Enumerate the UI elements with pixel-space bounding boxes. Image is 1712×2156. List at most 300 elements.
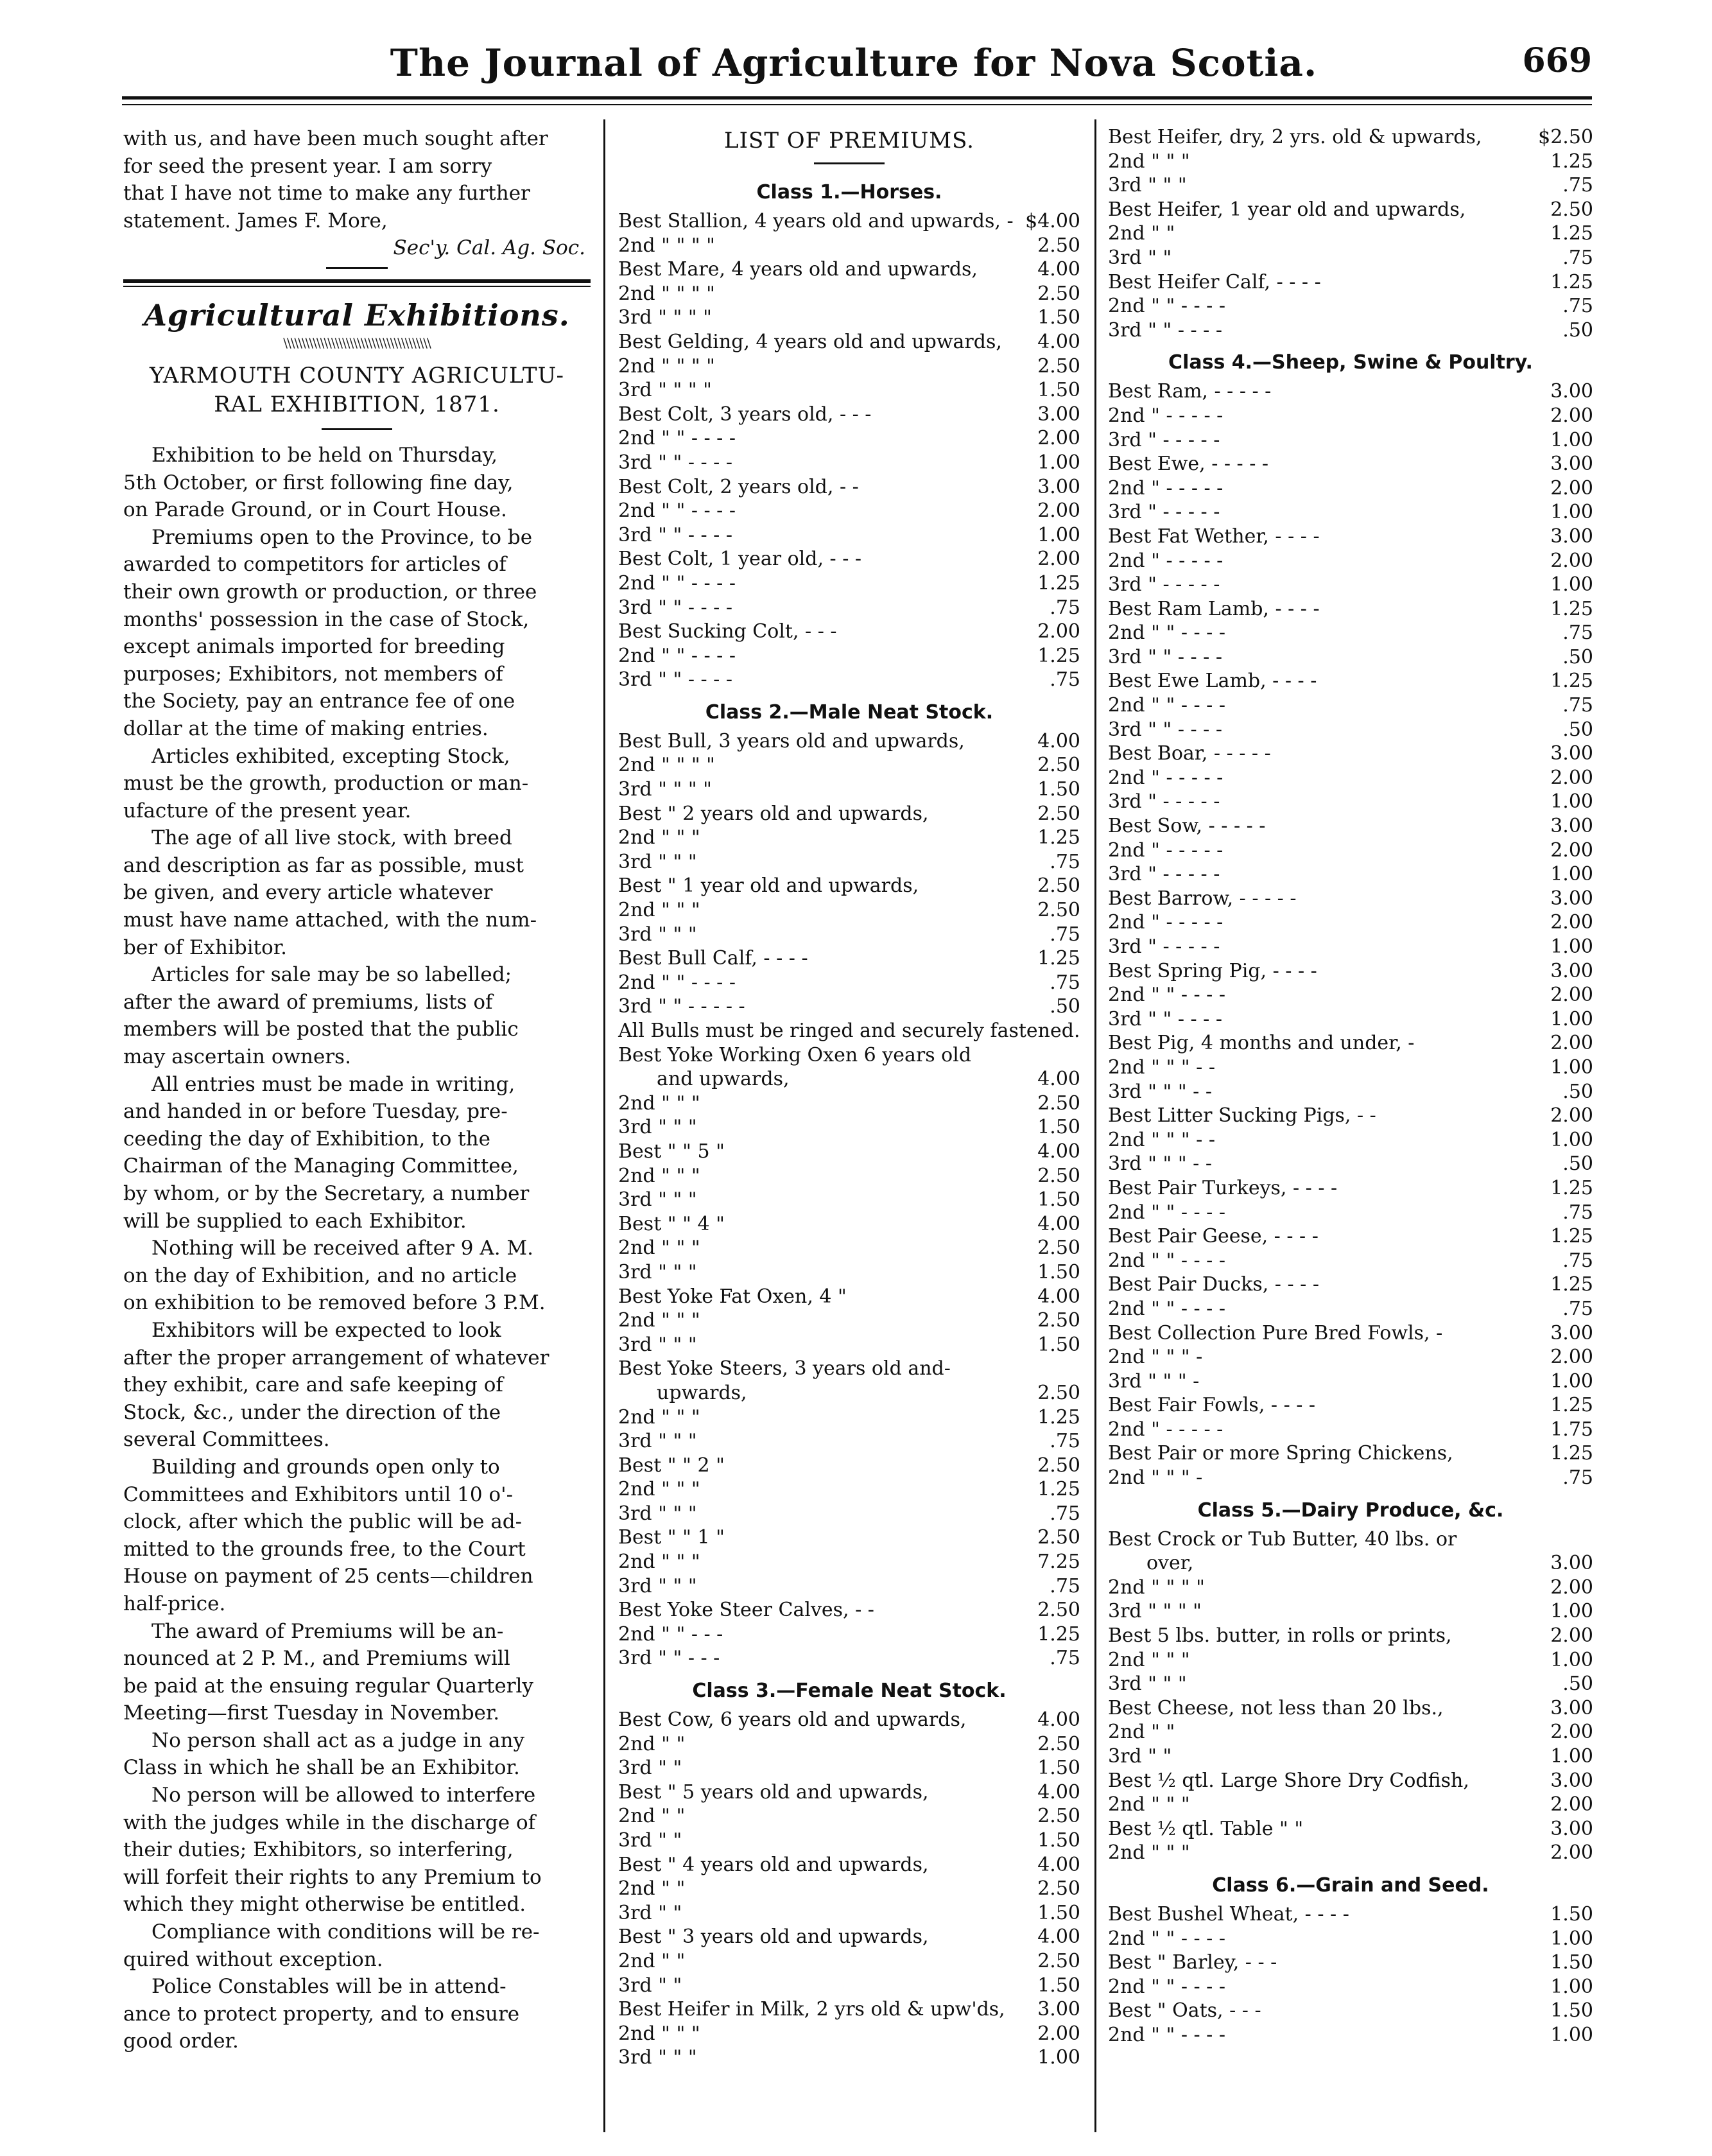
premium-row bbox=[1108, 1369, 1593, 1394]
premium-value: 2.50 bbox=[1037, 1091, 1080, 1115]
premium-value: 2.50 bbox=[1037, 1732, 1080, 1755]
premium-value: 1.00 bbox=[1550, 1927, 1593, 1950]
paragraph-line: Articles exhibited, excepting Stock, bbox=[151, 744, 510, 768]
premium-label: 3rd " " " " bbox=[1108, 1600, 1202, 1623]
premium-row bbox=[1108, 935, 1593, 959]
intro-text bbox=[123, 125, 591, 207]
premium-label: 2nd " " " bbox=[1108, 1793, 1190, 1816]
premium-row bbox=[618, 1550, 1080, 1574]
premium-row bbox=[1108, 1999, 1593, 2023]
premium-value: 1.50 bbox=[1037, 1901, 1080, 1924]
premium-value: 1.25 bbox=[1550, 270, 1593, 293]
paragraph-line: Exhibition to be held on Thursday, bbox=[151, 443, 497, 467]
article-headline bbox=[123, 361, 591, 419]
premium-label: 3rd " " " bbox=[618, 2046, 697, 2069]
premium-label: 3rd " " " bbox=[618, 1260, 697, 1283]
premium-row bbox=[1108, 1793, 1593, 1817]
premium-row bbox=[1108, 318, 1593, 343]
premium-label: Best Collection Pure Bred Fowls, - bbox=[1108, 1321, 1443, 1344]
premium-value: 3.00 bbox=[1550, 380, 1593, 403]
premium-label: 2nd " " - - - - bbox=[1108, 984, 1225, 1007]
premium-label: Best " 1 year old and upwards, bbox=[618, 874, 919, 898]
premium-row bbox=[1108, 1224, 1593, 1249]
premium-label: 3rd " " bbox=[618, 1757, 682, 1780]
paragraph-line: be given, and every article whatever bbox=[123, 881, 493, 905]
page-number: 669 bbox=[1522, 41, 1592, 80]
premium-row bbox=[618, 898, 1080, 923]
premium-row bbox=[1108, 500, 1593, 525]
premium-value: 4.00 bbox=[1037, 258, 1080, 281]
premium-label: Best Heifer in Milk, 2 yrs old & upw'ds, bbox=[618, 1998, 1005, 2021]
paragraph-line: ceeding the day of Exhibition, to the bbox=[123, 1127, 490, 1151]
class-heading: Class 1.—Horses. bbox=[756, 181, 942, 204]
premium-label: 2nd " - - - - - bbox=[1108, 549, 1223, 572]
premium-value: 1.00 bbox=[1550, 863, 1593, 886]
premium-value: 4.00 bbox=[1037, 1285, 1080, 1308]
premium-row bbox=[618, 1877, 1080, 1901]
premium-value: .75 bbox=[1562, 1249, 1593, 1272]
premium-row bbox=[618, 1526, 1080, 1550]
premium-label: 2nd " " " bbox=[618, 1091, 700, 1115]
premium-row bbox=[618, 1188, 1080, 1212]
premium-row bbox=[1108, 2023, 1593, 2047]
signature: Sec'y. Cal. Ag. Soc. bbox=[393, 236, 585, 260]
premium-label: Best Pig, 4 months and under, - bbox=[1108, 1032, 1415, 1055]
premium-value: .75 bbox=[1562, 246, 1593, 269]
premium-value: .50 bbox=[1562, 1673, 1593, 1696]
premium-row bbox=[618, 451, 1080, 475]
premium-row bbox=[1108, 1249, 1593, 1273]
paragraph bbox=[123, 1918, 591, 1973]
section-rule-thin bbox=[123, 286, 591, 287]
premium-value: 1.25 bbox=[1550, 670, 1593, 693]
premium-label: Best " 5 years old and upwards, bbox=[618, 1780, 929, 1804]
premium-label: Best 5 lbs. butter, in rolls or prints, bbox=[1108, 1624, 1452, 1647]
premium-value: 2.50 bbox=[1037, 354, 1080, 378]
premium-value: 2.00 bbox=[1550, 549, 1593, 572]
premium-label: 2nd " " - - - - bbox=[618, 971, 736, 994]
premium-row bbox=[618, 1804, 1080, 1829]
premium-label: 2nd " " - - - - bbox=[1108, 1975, 1225, 1998]
premium-value: .75 bbox=[1562, 1466, 1593, 1490]
class-heading: Class 5.—Dairy Produce, &c. bbox=[1197, 1499, 1504, 1522]
paragraph-line: Compliance with conditions will be re- bbox=[151, 1920, 540, 1944]
premium-classes bbox=[618, 176, 1080, 2070]
premium-row bbox=[1108, 150, 1593, 174]
premium-label: 2nd " " " bbox=[618, 1551, 700, 1574]
column-right bbox=[1108, 125, 1593, 2047]
premium-label: 3rd " " bbox=[618, 1974, 682, 1997]
premium-class bbox=[618, 176, 1080, 692]
premium-label: 3rd " " " bbox=[618, 1502, 697, 1525]
premium-value: 4.00 bbox=[1037, 729, 1080, 752]
premium-row bbox=[1108, 1031, 1593, 1056]
premium-label: Best Ewe Lamb, - - - - bbox=[1108, 670, 1317, 693]
premium-label: 2nd " " " bbox=[618, 826, 700, 849]
premium-value: 3.00 bbox=[1550, 1696, 1593, 1719]
premium-label: 2nd " " " bbox=[618, 1309, 700, 1332]
premium-classes bbox=[1108, 346, 1593, 2047]
premium-label: 2nd " " bbox=[618, 1877, 686, 1900]
premium-row bbox=[1108, 1975, 1593, 1999]
premium-class bbox=[1108, 346, 1593, 1490]
premium-row bbox=[1108, 1841, 1593, 1865]
premium-label: 2nd " " " bbox=[618, 899, 700, 922]
premium-row bbox=[618, 2046, 1080, 2070]
premium-value: 2.50 bbox=[1037, 1309, 1080, 1332]
premium-value: 4.00 bbox=[1037, 1926, 1080, 1949]
premium-value: 1.00 bbox=[1550, 790, 1593, 813]
paragraph bbox=[123, 1727, 591, 1782]
premium-value: 2.00 bbox=[1550, 404, 1593, 427]
premium-row bbox=[618, 1598, 1080, 1622]
paragraph-line: good order. bbox=[123, 2030, 239, 2053]
premium-row bbox=[1108, 766, 1593, 790]
premium-label: 2nd " " " " bbox=[1108, 1576, 1205, 1599]
premium-label: 2nd " " - - - - bbox=[1108, 295, 1225, 318]
premium-label: 3rd " " - - - - bbox=[618, 523, 732, 546]
paragraph bbox=[123, 743, 591, 825]
premium-value: 1.25 bbox=[1550, 1273, 1593, 1296]
paragraph-line: must be the growth, production or man- bbox=[123, 772, 529, 795]
premium-value: .75 bbox=[1562, 174, 1593, 197]
premium-row bbox=[618, 571, 1080, 596]
premium-label: All Bulls must be ringed and securely fastened. bbox=[618, 1020, 1080, 1042]
premium-value: 3.00 bbox=[1550, 887, 1593, 910]
premium-value: .75 bbox=[1050, 850, 1080, 873]
header-rule-thin bbox=[122, 104, 1592, 105]
premium-label: Best Litter Sucking Pigs, - - bbox=[1108, 1104, 1376, 1127]
premium-row bbox=[618, 1502, 1080, 1526]
premium-label: Best ½ qtl. Table " " bbox=[1108, 1817, 1304, 1840]
premium-value: 3.00 bbox=[1037, 1998, 1080, 2021]
premium-value: 2.50 bbox=[1037, 1381, 1080, 1404]
premium-row bbox=[618, 971, 1080, 995]
premium-value: 2.00 bbox=[1550, 911, 1593, 934]
premium-row bbox=[1108, 1297, 1593, 1321]
premium-label: Best " 3 years old and upwards, bbox=[618, 1926, 929, 1949]
paragraph-line: with the judges while in the discharge of bbox=[123, 1811, 536, 1834]
premium-row bbox=[618, 1949, 1080, 1974]
premium-row bbox=[1108, 1672, 1593, 1696]
premium-row bbox=[1108, 198, 1593, 222]
premium-label: 3rd " - - - - - bbox=[1108, 863, 1220, 886]
premium-value: 1.50 bbox=[1037, 1116, 1080, 1139]
premium-label: 3rd " " - - - - bbox=[618, 596, 732, 619]
short-rule bbox=[814, 162, 885, 164]
premium-list-continued bbox=[1108, 125, 1593, 342]
premium-value: .50 bbox=[1562, 645, 1593, 668]
premium-label: 3rd " " " " bbox=[618, 306, 712, 329]
premium-row bbox=[1108, 1902, 1593, 1927]
paragraph-line: Class in which he shall be an Exhibitor. bbox=[123, 1756, 520, 1780]
paragraph bbox=[123, 1454, 591, 1618]
premium-row bbox=[1108, 1273, 1593, 1297]
premium-label: 3rd " - - - - - bbox=[1108, 790, 1220, 813]
premium-value: 1.00 bbox=[1550, 935, 1593, 958]
premium-value: 4.00 bbox=[1037, 1140, 1080, 1163]
premium-value: 1.25 bbox=[1037, 1478, 1080, 1501]
premium-class bbox=[618, 1674, 1080, 2070]
premium-value: 2.00 bbox=[1550, 1576, 1593, 1599]
premium-class bbox=[1108, 1494, 1593, 1865]
premium-value: $4.00 bbox=[1025, 210, 1080, 232]
premium-label: Best Bushel Wheat, - - - - bbox=[1108, 1902, 1349, 1926]
premium-value: 1.25 bbox=[1037, 947, 1080, 970]
premium-row bbox=[618, 1381, 1080, 1405]
premium-value: 2.00 bbox=[1550, 1032, 1593, 1055]
premium-label: 2nd " " " - - bbox=[1108, 1128, 1215, 1151]
premium-row bbox=[618, 234, 1080, 258]
premium-label: Best Colt, 1 year old, - - - bbox=[618, 548, 862, 571]
premium-row bbox=[618, 1115, 1080, 1140]
premium-label: Best Ram, - - - - - bbox=[1108, 380, 1272, 403]
paragraph-line: will forfeit their rights to any Premium to bbox=[123, 1865, 542, 1889]
premium-row bbox=[1108, 294, 1593, 318]
premium-label: Best Spring Pig, - - - - bbox=[1108, 959, 1317, 982]
paragraph-line: quired without exception. bbox=[123, 1947, 383, 1971]
premium-value: 4.00 bbox=[1037, 1212, 1080, 1235]
section-rule-thick bbox=[123, 279, 591, 283]
premium-label: 3rd " " " bbox=[618, 1333, 697, 1356]
premium-row bbox=[1108, 428, 1593, 453]
premium-value: 2.00 bbox=[1550, 1793, 1593, 1816]
premium-value: .50 bbox=[1562, 718, 1593, 741]
premium-label: 3rd " " " bbox=[618, 1116, 697, 1139]
premium-value: 3.00 bbox=[1037, 403, 1080, 426]
premium-row bbox=[1108, 839, 1593, 863]
premium-label: 3rd " " - - - - - bbox=[618, 995, 745, 1018]
premium-label: Best Crock or Tub Butter, 40 lbs. or bbox=[1108, 1527, 1457, 1551]
paragraph bbox=[123, 1317, 591, 1454]
premium-label: 2nd " " - - - - bbox=[1108, 2023, 1225, 2046]
premium-label: 2nd " " bbox=[618, 1732, 686, 1755]
premium-row bbox=[618, 1901, 1080, 1926]
premium-value: 2.00 bbox=[1037, 620, 1080, 643]
premium-label: Best " " 2 " bbox=[618, 1454, 725, 1477]
premium-row bbox=[1108, 790, 1593, 814]
intro-line: for seed the present year. I am sorry bbox=[123, 154, 492, 178]
premium-row bbox=[1108, 452, 1593, 476]
premium-row bbox=[618, 1067, 1080, 1091]
premium-value: 7.25 bbox=[1037, 1551, 1080, 1574]
premium-value: 2.00 bbox=[1550, 984, 1593, 1007]
paragraph-line: dollar at the time of making entries. bbox=[123, 717, 489, 740]
premium-value: .75 bbox=[1050, 668, 1080, 691]
premium-label: 2nd " " - - - - bbox=[1108, 694, 1225, 717]
column-divider bbox=[603, 119, 605, 2132]
premium-value: 2.50 bbox=[1037, 1164, 1080, 1187]
paragraph-line: ance to protect property, and to ensure bbox=[123, 2002, 520, 2026]
premium-row bbox=[1108, 1624, 1593, 1648]
premium-row bbox=[618, 1043, 1080, 1068]
premium-label: 2nd " " " bbox=[1108, 150, 1190, 173]
premium-label: Best Sucking Colt, - - - bbox=[618, 620, 837, 643]
premium-value: .50 bbox=[1562, 1152, 1593, 1176]
paragraph-line: The award of Premiums will be an- bbox=[151, 1619, 504, 1643]
premium-value: 2.50 bbox=[1037, 1526, 1080, 1549]
premium-value: 3.00 bbox=[1550, 453, 1593, 476]
premium-value: .50 bbox=[1562, 1080, 1593, 1103]
paragraph bbox=[123, 1235, 591, 1317]
paragraph-line: they exhibit, care and safe keeping of bbox=[123, 1373, 503, 1397]
premium-label: Best Fat Wether, - - - - bbox=[1108, 525, 1320, 548]
premium-label: 3rd " " " bbox=[618, 850, 697, 873]
premium-row bbox=[618, 1308, 1080, 1333]
premium-value: 1.00 bbox=[1550, 1369, 1593, 1393]
premium-row bbox=[618, 1574, 1080, 1599]
premium-label: 3rd " " " bbox=[618, 1574, 697, 1597]
premium-value: 1.50 bbox=[1550, 1999, 1593, 2022]
premium-label: Best Yoke Steer Calves, - - bbox=[618, 1599, 874, 1622]
premium-row bbox=[618, 306, 1080, 330]
premium-value: 1.25 bbox=[1550, 150, 1593, 173]
premium-class bbox=[618, 696, 1080, 1671]
premium-value: .50 bbox=[1050, 995, 1080, 1018]
premium-row bbox=[1108, 1176, 1593, 1201]
premium-row bbox=[618, 620, 1080, 644]
premium-value: 1.00 bbox=[1550, 1745, 1593, 1768]
premium-label: Best " 2 years old and upwards, bbox=[618, 802, 929, 825]
premium-row bbox=[618, 1646, 1080, 1671]
premium-value: 1.75 bbox=[1550, 1418, 1593, 1441]
premium-label: Best Colt, 3 years old, - - - bbox=[618, 403, 872, 426]
premium-value: 1.00 bbox=[1550, 573, 1593, 596]
premium-value: 3.00 bbox=[1550, 525, 1593, 548]
premium-row bbox=[618, 547, 1080, 571]
premium-row bbox=[1108, 1201, 1593, 1225]
premium-row bbox=[1108, 1080, 1593, 1104]
premium-value: 2.00 bbox=[1550, 1346, 1593, 1369]
premium-value: 3.00 bbox=[1550, 1817, 1593, 1840]
premium-value: 1.25 bbox=[1550, 222, 1593, 245]
premium-label: 2nd " " bbox=[1108, 1721, 1175, 1744]
premium-label: Best Heifer, 1 year old and upwards, bbox=[1108, 198, 1466, 221]
premium-value: 2.50 bbox=[1037, 1454, 1080, 1477]
premium-value: .75 bbox=[1050, 1502, 1080, 1525]
zigzag-ornament: \\\\\\\\\\\\\\\\\\\\\\\\\\\\\\\\\\\\\\\\ bbox=[283, 335, 431, 350]
premium-value: 2.50 bbox=[1037, 899, 1080, 922]
paragraph-line: may ascertain owners. bbox=[123, 1045, 351, 1069]
premium-label: 2nd " " - - - - bbox=[1108, 1249, 1225, 1272]
premium-row bbox=[618, 1925, 1080, 1949]
premium-label: 3rd " " bbox=[618, 1901, 682, 1924]
paragraph-line: half-price. bbox=[123, 1592, 226, 1615]
premium-label: Best Ewe, - - - - - bbox=[1108, 453, 1269, 476]
journal-title: The Journal of Agriculture for Nova Scotia. bbox=[390, 41, 1318, 85]
premium-label: 2nd " " " bbox=[1108, 1648, 1190, 1671]
paragraph-line: months' possession in the case of Stock, bbox=[123, 607, 530, 631]
premium-row bbox=[618, 330, 1080, 354]
premium-row bbox=[1108, 125, 1593, 150]
premium-row bbox=[1108, 1927, 1593, 1951]
paragraph-line: No person will be allowed to interfere bbox=[151, 1784, 536, 1807]
premium-row bbox=[618, 475, 1080, 500]
paragraph-line: will be supplied to each Exhibitor. bbox=[123, 1209, 467, 1233]
premium-row bbox=[618, 923, 1080, 947]
premium-value: .75 bbox=[1050, 1430, 1080, 1453]
paragraph-line: several Committees. bbox=[123, 1428, 330, 1452]
premium-row bbox=[1108, 1152, 1593, 1176]
premium-row bbox=[1108, 476, 1593, 501]
paragraph-line: Meeting—first Tuesday in November. bbox=[123, 1701, 500, 1725]
premium-row bbox=[618, 257, 1080, 282]
premium-row bbox=[618, 1405, 1080, 1430]
premium-value: 1.00 bbox=[1550, 1056, 1593, 1079]
headline-line: YARMOUTH COUNTY AGRICULTU- bbox=[149, 362, 565, 388]
page-header bbox=[116, 37, 1592, 95]
paragraph-line: the Society, pay an entrance fee of one bbox=[123, 690, 515, 713]
premium-label: Best Bull Calf, - - - - bbox=[618, 947, 808, 970]
premium-label: 3rd " " - - - - bbox=[1108, 718, 1222, 741]
premium-row bbox=[618, 1756, 1080, 1780]
premium-label: 2nd " " " " bbox=[618, 282, 715, 305]
paragraph-line: ufacture of the present year. bbox=[123, 799, 411, 822]
premium-value: 2.50 bbox=[1037, 1599, 1080, 1622]
premium-label: 2nd " - - - - - bbox=[1108, 911, 1223, 934]
premium-label: 2nd " " bbox=[618, 1949, 686, 1972]
premium-value: 1.25 bbox=[1037, 571, 1080, 595]
premium-value: 2.50 bbox=[1037, 282, 1080, 305]
premium-row bbox=[1108, 1128, 1593, 1152]
paragraph-line: The age of all live stock, with breed bbox=[151, 826, 512, 850]
premium-row bbox=[618, 802, 1080, 826]
paragraph-line: and description as far as possible, must bbox=[123, 853, 524, 877]
premium-label: over, bbox=[1146, 1552, 1194, 1575]
premium-value: 3.00 bbox=[1550, 742, 1593, 765]
paragraph-line: their own growth or production, or three bbox=[123, 580, 537, 604]
premium-row bbox=[618, 1454, 1080, 1478]
premium-row bbox=[1108, 379, 1593, 404]
premium-row bbox=[1108, 1951, 1593, 1975]
paragraph-line: clock, after which the public will be ad- bbox=[123, 1510, 523, 1534]
paragraph-line: on exhibition to be removed before 3 P.M. bbox=[123, 1291, 546, 1315]
premium-row bbox=[1108, 1418, 1593, 1442]
premium-value: 1.00 bbox=[1037, 2046, 1080, 2069]
premium-row bbox=[1108, 1527, 1593, 1552]
paragraph bbox=[123, 1618, 591, 1727]
premium-label: Best Fair Fowls, - - - - bbox=[1108, 1394, 1316, 1417]
premium-label: Best Yoke Working Oxen 6 years old bbox=[618, 1043, 972, 1066]
paragraph-line: Chairman of the Managing Committee, bbox=[123, 1154, 519, 1178]
column-left bbox=[123, 125, 591, 2055]
premium-row bbox=[1108, 1720, 1593, 1744]
column-middle bbox=[618, 125, 1080, 2070]
premium-row bbox=[618, 995, 1080, 1019]
premium-value: 2.50 bbox=[1037, 1237, 1080, 1260]
premium-row bbox=[618, 1091, 1080, 1116]
premium-label: Best " Barley, - - - bbox=[1108, 1951, 1277, 1974]
premium-row bbox=[1108, 1769, 1593, 1793]
premium-label: 3rd " " - - - bbox=[618, 1647, 720, 1670]
premium-row bbox=[1108, 718, 1593, 742]
premium-row bbox=[618, 523, 1080, 548]
premium-label: 2nd " " - - - - bbox=[618, 644, 736, 667]
paragraph-line: on the day of Exhibition, and no article bbox=[123, 1264, 517, 1287]
premium-label: upwards, bbox=[657, 1381, 747, 1404]
premium-label: 2nd " " " bbox=[618, 1405, 700, 1429]
premium-row bbox=[618, 1780, 1080, 1805]
premium-row bbox=[1108, 1576, 1593, 1600]
premium-label: 3rd " " - - - - bbox=[618, 668, 732, 691]
paragraph bbox=[123, 524, 591, 743]
premium-row bbox=[618, 1622, 1080, 1647]
class-heading: Class 2.—Male Neat Stock. bbox=[705, 700, 994, 724]
premium-row bbox=[1108, 742, 1593, 766]
premium-label: Best Yoke Fat Oxen, 4 " bbox=[618, 1285, 847, 1308]
paragraph-line: which they might otherwise be entitled. bbox=[123, 1893, 526, 1917]
premium-row bbox=[1108, 404, 1593, 428]
